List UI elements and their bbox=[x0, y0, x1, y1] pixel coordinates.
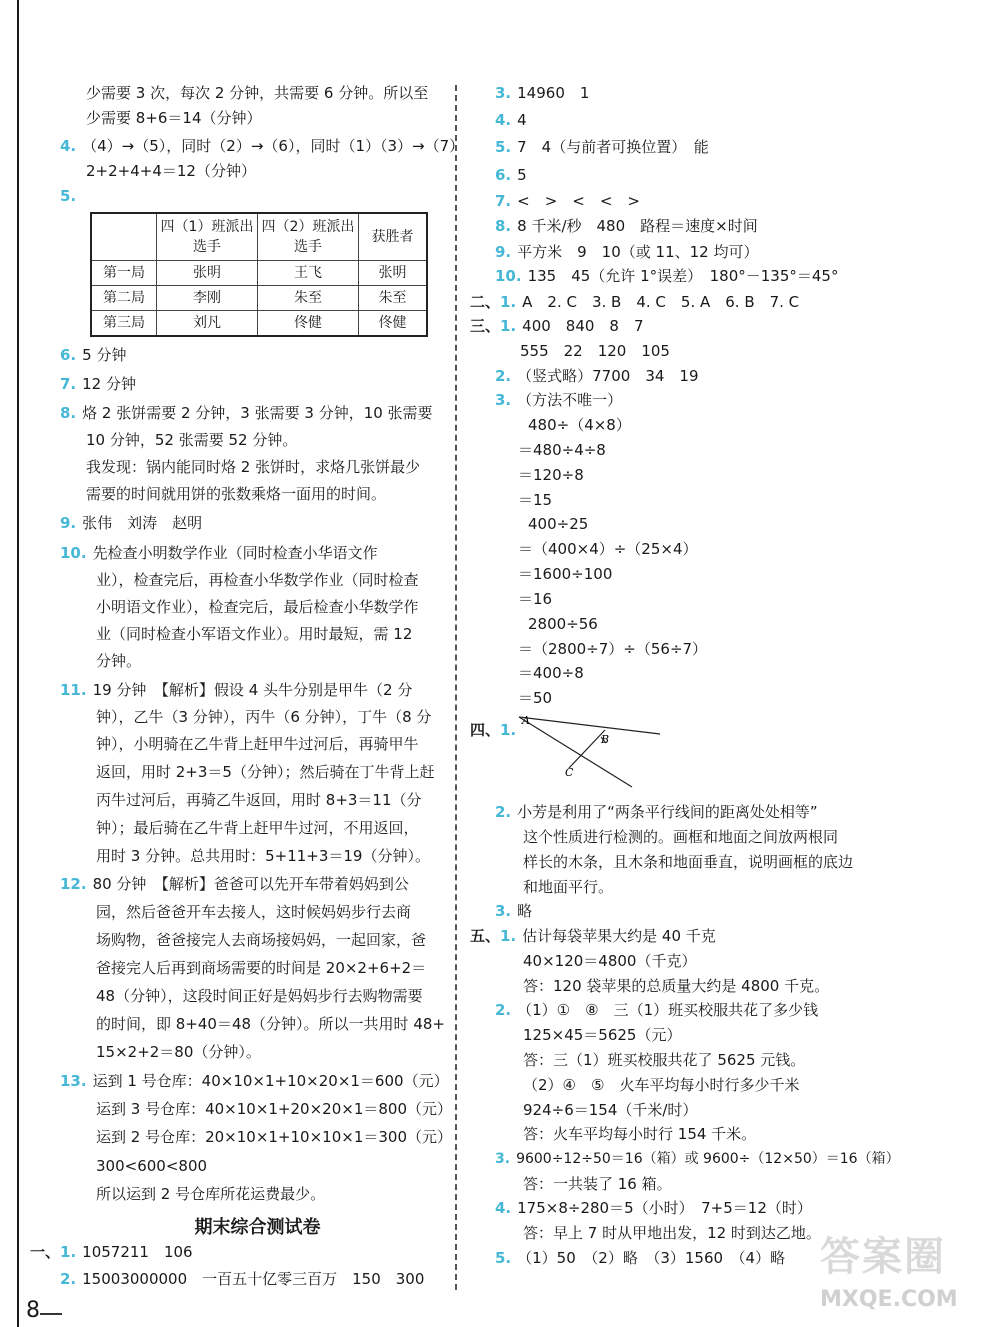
right-line-5: 8. 8 千米/秒 480 路程＝速度×时间 bbox=[495, 217, 758, 235]
left-line-7: 8. 烙 2 张饼需要 2 分钟，3 张需要 3 分钟，10 张需要 bbox=[60, 404, 433, 422]
question-number: 1. bbox=[500, 293, 517, 311]
right-line-28: 样长的木条，且木条和地面垂直，说明画框的底边 bbox=[523, 853, 854, 871]
left-line-16: 分钟。 bbox=[96, 652, 142, 670]
question-number: 1. bbox=[500, 721, 517, 739]
left-line-2: 4. （4）→（5），同时（2）→（6），同时（1）（3）→（7） bbox=[60, 137, 465, 155]
table-cell: 张明 bbox=[157, 261, 258, 286]
diagram-label-b: B bbox=[601, 733, 610, 746]
left-line-14: 小明语文作业），检查完后，最后检查小华数学作 bbox=[96, 598, 419, 616]
right-line-3: 6. 5 bbox=[495, 166, 527, 184]
right-line-8: 二、1. A 2. C 3. B 4. C 5. A 6. B 7. C bbox=[470, 293, 800, 311]
table-header-cell bbox=[91, 213, 157, 261]
diagram-line-bc bbox=[569, 730, 605, 768]
left-line-30: 15×2+2＝80（分钟）。 bbox=[96, 1043, 261, 1061]
table-header-row bbox=[91, 213, 427, 261]
table-cell: 佟健 bbox=[359, 311, 428, 337]
left-line-37: 2. 15003000000 一百五十亿零三百万 150 300 bbox=[60, 1270, 425, 1288]
table-cell: 第三局 bbox=[91, 311, 157, 337]
right-line-6: 9. 平方米 9 10（或 11、12 均可） bbox=[495, 243, 759, 261]
right-line-12: 3. （方法不唯一） bbox=[495, 391, 623, 409]
left-line-34: 300<600<800 bbox=[96, 1157, 208, 1175]
left-line-20: 返回，用时 2+3＝5（分钟）；然后骑在丁牛背上赶 bbox=[96, 763, 435, 781]
right-line-39: 答：火车平均每小时行 154 千米。 bbox=[523, 1125, 757, 1143]
right-line-9: 三、1. 400 840 8 7 bbox=[470, 317, 644, 335]
question-number: 1. bbox=[500, 927, 517, 945]
right-line-2: 5. 7 4（与前者可换位置） 能 bbox=[495, 138, 709, 156]
left-line-5: 6. 5 分钟 bbox=[60, 346, 127, 364]
table-cell: 第二局 bbox=[91, 286, 157, 311]
right-line-20: ＝16 bbox=[518, 590, 553, 608]
left-line-23: 用时 3 分钟。总共用时：5+11+3＝19（分钟）。 bbox=[96, 847, 430, 865]
left-line-36: 一、1. 1057211 106 bbox=[30, 1243, 193, 1261]
left-line-29: 的时间，即 8+40＝48（分钟）。所以一共用时 48+ bbox=[96, 1015, 445, 1033]
right-line-27: 这个性质进行检测的。画框和地面之间放两根同 bbox=[523, 828, 839, 846]
table-cell: 佟健 bbox=[258, 311, 359, 337]
watermark-logo-text: 答案圈 bbox=[820, 1234, 946, 1280]
left-line-32: 运到 3 号仓库：40×10×1+20×20×1＝800（元） bbox=[96, 1100, 452, 1118]
left-line-0: 少需要 3 次，每次 2 分钟，共需要 6 分钟。所以至 bbox=[86, 84, 429, 102]
left-line-31: 13. 运到 1 号仓库：40×10×1+10×20×1＝600（元） bbox=[60, 1072, 449, 1090]
right-line-18: ＝（400×4）÷（25×4） bbox=[518, 540, 698, 558]
right-line-44: 5. （1）50 （2）略 （3）1560 （4）略 bbox=[495, 1249, 786, 1267]
table-cell: 第一局 bbox=[91, 261, 157, 286]
right-line-42: 4. 175×8÷280＝5（小时） 7+5＝12（时） bbox=[495, 1199, 812, 1217]
right-line-16: ＝15 bbox=[518, 491, 553, 509]
table-cell: 李刚 bbox=[157, 286, 258, 311]
right-line-26: 2. 小芳是利用了“两条平行线间的距离处处相等” bbox=[495, 803, 818, 821]
left-line-26: 场购物，爸爸接完人去商场接妈妈，一起回家，爸 bbox=[96, 931, 427, 949]
left-line-19: 钟），小明骑在乙牛背上赶甲牛过河后，再骑甲牛 bbox=[96, 735, 419, 753]
left-line-1: 少需要 8+6＝14（分钟） bbox=[86, 109, 262, 127]
column-divider bbox=[455, 85, 457, 1290]
right-line-17: 400÷25 bbox=[528, 515, 589, 533]
right-line-37: （2）④ ⑤ 火车平均每小时行多少千米 bbox=[523, 1076, 800, 1094]
right-line-36: 答：三（1）班买校服共花了 5625 元钱。 bbox=[523, 1051, 806, 1069]
left-line-10: 需要的时间就用饼的张数乘烙一面用的时间。 bbox=[86, 485, 387, 503]
left-line-4: 5. bbox=[60, 187, 77, 205]
right-line-14: ＝480÷4÷8 bbox=[518, 441, 606, 459]
left-line-11: 9. 张伟 刘涛 赵明 bbox=[60, 514, 203, 532]
section-title: 期末综合测试卷 bbox=[194, 1217, 321, 1238]
right-line-10: 555 22 120 105 bbox=[520, 342, 670, 360]
left-line-3: 2+2+4+4＝12（分钟） bbox=[86, 162, 256, 180]
left-line-27: 爸接完人后再到商场需要的时间是 20×2+6+2＝ bbox=[96, 959, 427, 977]
left-line-28: 48（分钟），这段时间正好是妈妈步行去购物需要 bbox=[96, 987, 423, 1005]
right-line-29: 和地面平行。 bbox=[523, 878, 614, 896]
table-cell: 张明 bbox=[359, 261, 428, 286]
left-line-22: 钟）；最后骑在乙牛背上赶甲牛过河，不用返回， bbox=[96, 819, 419, 837]
right-line-11: 2. （竖式略）7700 34 19 bbox=[495, 367, 699, 385]
left-line-24: 12. 80 分钟 【解析】爸爸可以先开车带着妈妈到公 bbox=[60, 875, 409, 893]
section-marker: 一、 bbox=[30, 1243, 61, 1261]
page-number-dash bbox=[40, 1313, 62, 1315]
question-number: 1. bbox=[60, 1243, 77, 1261]
left-line-13: 业），检查完后，再检查小华数学作业（同时检查 bbox=[96, 571, 419, 589]
diagram-label-a: A bbox=[522, 714, 530, 727]
right-line-34: 2. （1）① ⑧ 三（1）班买校服共花了多少钱 bbox=[495, 1001, 819, 1019]
left-line-18: 钟），乙牛（3 分钟），丙牛（6 分钟），丁牛（8 分 bbox=[96, 708, 432, 726]
right-line-25 bbox=[470, 720, 522, 740]
right-line-40: 3. 9600÷12÷50＝16（箱）或 9600÷（12×50）＝16（箱） bbox=[495, 1151, 900, 1167]
watermark bbox=[815, 1225, 990, 1325]
right-line-1: 4. 4 bbox=[495, 111, 527, 129]
left-line-15: 业（同时检查小军语文作业）。用时最短，需 12 bbox=[96, 625, 413, 643]
match-table bbox=[90, 212, 428, 337]
left-line-8: 10 分钟，52 张需要 52 分钟。 bbox=[86, 431, 298, 449]
right-line-31: 五、1. 估计每袋苹果大约是 40 千克 bbox=[470, 927, 716, 945]
left-line-17: 11. 19 分钟 【解析】假设 4 头牛分别是甲牛（2 分 bbox=[60, 681, 413, 699]
section-marker: 四、 bbox=[470, 721, 501, 739]
table-row bbox=[91, 286, 427, 311]
table-cell: 朱至 bbox=[359, 286, 428, 311]
table-cell: 朱至 bbox=[258, 286, 359, 311]
right-line-35: 125×45＝5625（元） bbox=[523, 1026, 682, 1044]
right-line-24: ＝50 bbox=[518, 689, 553, 707]
section-marker: 三、 bbox=[470, 317, 501, 335]
page-number: 8 bbox=[26, 1298, 40, 1323]
left-line-33: 运到 2 号仓库：20×10×1+10×10×1＝300（元） bbox=[96, 1128, 452, 1146]
right-line-23: ＝400÷8 bbox=[518, 664, 584, 682]
right-line-4: 7. < > < < > bbox=[495, 192, 640, 210]
right-line-41: 答：一共装了 16 箱。 bbox=[523, 1175, 672, 1193]
right-line-33: 答：120 袋苹果的总质量大约是 4800 千克。 bbox=[523, 977, 830, 995]
left-line-12: 10. 先检查小明数学作业（同时检查小华语文作 bbox=[60, 544, 378, 562]
left-line-35: 所以运到 2 号仓库所花运费最少。 bbox=[96, 1185, 326, 1203]
right-line-38: 924÷6＝154（千米/时） bbox=[523, 1101, 698, 1119]
right-line-7: 10. 135 45（允许 1°误差） 180°－135°＝45° bbox=[495, 267, 839, 285]
section-marker: 二、 bbox=[470, 293, 501, 311]
diagram-line-top bbox=[519, 717, 660, 734]
right-line-32: 40×120＝4800（千克） bbox=[523, 952, 697, 970]
diagram-label-c: C bbox=[565, 766, 574, 779]
left-line-6: 7. 12 分钟 bbox=[60, 375, 136, 393]
right-line-15: ＝120÷8 bbox=[518, 466, 584, 484]
left-line-9: 我发现：锅内能同时烙 2 张饼时，求烙几张饼最少 bbox=[86, 458, 421, 476]
diagram-line-diagonal bbox=[519, 717, 632, 787]
left-line-21: 丙牛过河后，再骑乙牛返回，用时 8+3＝11（分 bbox=[96, 791, 422, 809]
table-header-cell: 获胜者 bbox=[359, 213, 428, 261]
question-number: 1. bbox=[500, 317, 517, 335]
right-line-13: 480÷（4×8） bbox=[528, 416, 631, 434]
page-edge-line bbox=[17, 0, 19, 1327]
table-cell: 刘凡 bbox=[157, 311, 258, 337]
left-line-25: 园，然后爸爸开车去接人，这时候妈妈步行去商 bbox=[96, 903, 412, 921]
right-line-43: 答：早上 7 时从甲地出发，12 时到达乙地。 bbox=[523, 1224, 821, 1242]
table-row bbox=[91, 261, 427, 286]
right-line-0: 3. 14960 1 bbox=[495, 84, 590, 102]
right-line-19: ＝1600÷100 bbox=[518, 565, 613, 583]
right-line-30: 3. 略 bbox=[495, 902, 533, 920]
section-marker: 五、 bbox=[470, 927, 501, 945]
table-header-cell: 四（2）班派出选手 bbox=[258, 213, 359, 261]
table-cell: 王飞 bbox=[258, 261, 359, 286]
watermark-url: MXQE.COM bbox=[820, 1287, 958, 1312]
table-row bbox=[91, 311, 427, 337]
geometry-diagram bbox=[517, 712, 667, 792]
table-header-cell: 四（1）班派出选手 bbox=[157, 213, 258, 261]
right-line-21: 2800÷56 bbox=[528, 615, 598, 633]
right-line-22: ＝（2800÷7）÷（56÷7） bbox=[518, 640, 708, 658]
